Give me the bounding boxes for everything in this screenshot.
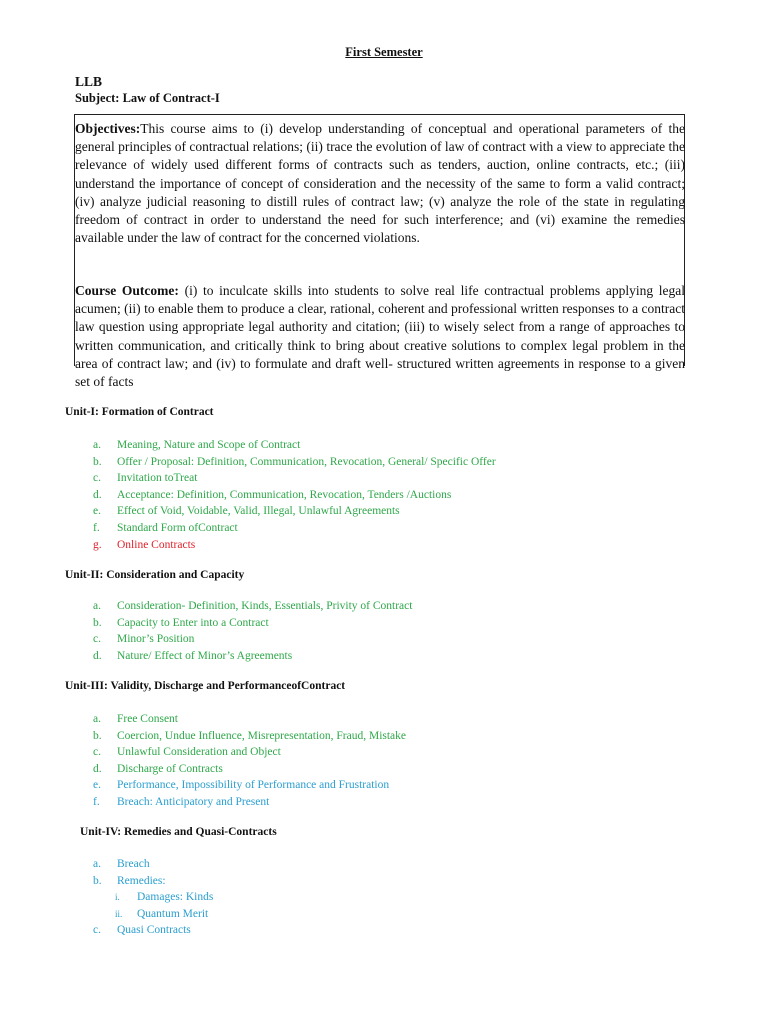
list-item: a. Consideration- Definition, Kinds, Essentials, Privity of Contract <box>93 600 413 612</box>
list-item: b. Remedies: i. Damages: Kinds ii. Quantum Merit <box>93 873 213 923</box>
list-item: d. Nature/ Effect of Minor’s Agreements <box>93 649 293 662</box>
list-item: a. Meaning, Nature and Scope of Contract <box>93 439 301 451</box>
objectives-label: Objectives: <box>75 121 141 136</box>
list-item: d. Acceptance: Definition, Communication, Revocation, Tenders /Auctions <box>93 488 452 501</box>
course-outcome-label: Course Outcome: <box>75 283 179 298</box>
unit-4-heading: Unit-IV: Remedies and Quasi-Contracts <box>80 826 277 838</box>
list-item: c. Quasi Contracts <box>93 924 191 937</box>
list-item: f. Standard Form ofContract <box>93 521 238 534</box>
list-item: b. Capacity to Enter into a Contract <box>93 616 269 629</box>
list-item: a. Breach <box>93 858 150 870</box>
list-item: a. Free Consent <box>93 713 179 725</box>
list-item: e. Effect of Void, Voidable, Valid, Illegal, Unlawful Agreements <box>93 505 400 518</box>
list-item: f. Breach: Anticipatory and Present <box>93 795 270 808</box>
program-name: LLB <box>75 74 103 89</box>
subject-title: Subject: Law of Contract-I <box>75 91 220 105</box>
list-item: d. Discharge of Contracts <box>93 762 223 775</box>
unit-3-heading: Unit-III: Validity, Discharge and PerformanceofContract <box>65 680 346 692</box>
page-title: First Semester <box>345 45 423 59</box>
objectives-paragraph <box>75 120 685 247</box>
list-item: b. Coercion, Undue Influence, Misrepresentation, Fraud, Mistake <box>93 729 407 742</box>
unit-1-list <box>93 437 496 553</box>
unit-4-list <box>93 856 213 939</box>
list-item: ii. Quantum Merit <box>115 907 209 920</box>
list-item: c. Unlawful Consideration and Object <box>93 746 281 759</box>
list-item: i. Damages: Kinds <box>115 891 214 904</box>
list-item: e. Performance, Impossibility of Performance and Frustration <box>93 779 390 792</box>
unit-2-list <box>93 598 412 664</box>
unit-1-heading: Unit-I: Formation of Contract <box>65 406 214 418</box>
list-item: c. Minor’s Position <box>93 633 195 646</box>
list-item: b. Offer / Proposal: Definition, Communication, Revocation, General/ Specific Offer <box>93 455 496 468</box>
unit-2-heading: Unit-II: Consideration and Capacity <box>65 569 245 581</box>
list-item: g. Online Contracts <box>93 538 196 551</box>
course-outcome-paragraph <box>75 282 685 391</box>
objectives-text: This course aims to (i) develop understanding of conceptual and operational parameters of the general principles of contractual relations; (ii) trace the evolution of law of contract with a view to appreciate the relevance of widely used different forms of contracts such as tenders, auction, online contracts, etc.; (iii) understand the importance of concept of consideration and the necessity of the same to form a valid contract; (iv) analyze judicial reasoning to distill rules of contract law; (v) analyze the role of the state in regulating freedom of contract in order to understand the need for such interference; and (vi) examine the remedies available under the law of contract for the concerned violations. <box>75 121 685 246</box>
list-item: c. Invitation toTreat <box>93 472 198 485</box>
course-outcome-text: (i) to inculcate skills into students to solve real life contractual problems applying legal acumen; (ii) to enable them to produce a clear, rational, coherent and professional written responses to a contract law question using appropriate legal authority and citation; (iii) to wisely select from a range of approaches to written communication, and critically think to bring about creative solutions to complex legal problem in the area of contract law; and (iv) to formulate and draft well- structured written agreements in response to a given set of facts <box>75 283 685 390</box>
unit-3-list <box>93 711 406 811</box>
